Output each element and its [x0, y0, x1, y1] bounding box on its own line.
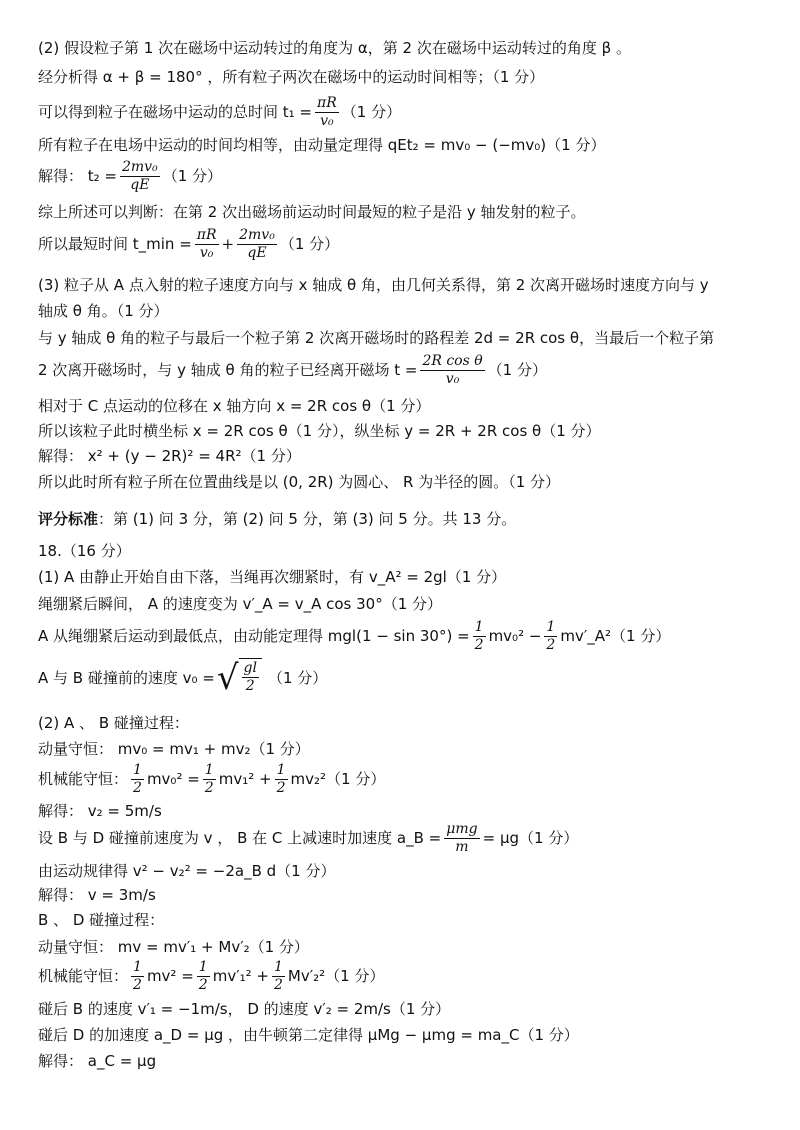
part3-line-2: 轴成 θ 角。（1 分）	[38, 302, 169, 320]
fraction: $\frac{1}{2}$	[198, 958, 208, 993]
part3-line-6: 所以该粒子此时横坐标 x = 2R cos θ（1 分），纵坐标 y = 2R + 2R cos θ（1 分）	[38, 422, 601, 440]
fraction: $\frac{1}{2}$	[204, 761, 214, 796]
square-root: √ $\frac{gl}{2}$	[217, 658, 262, 698]
part2-line-3: 可以得到粒子在磁场中运动的总时间 t₁ = $\frac{\pi R}{\text{v₀}}$ （1 分）	[38, 94, 402, 129]
q18-p2-line-8: B 、 D 碰撞过程：	[38, 911, 165, 929]
q18-header: 18.（16 分）	[38, 542, 131, 560]
q18-p2-line-1: (2) A 、 B 碰撞过程：	[38, 714, 189, 732]
part2-line-7: 所以最短时间 t_min = $\frac{\pi R}{\text{v₀}}$ + $\frac{\text{2mv₀}}{qE}$ （1 分）	[38, 226, 340, 261]
part3-line-1: (3) 粒子从 A 点入射的粒子速度方向与 x 轴成 θ 角，由几何关系得，第 2 次离开磁场时速度方向与 y	[38, 276, 709, 294]
q18-p2-line-10: 机械能守恒： $\frac{1}{2}$ mv² = $\frac{1}{2}$ mv′₁² + $\frac{1}{2}$ Mv′₂²（1 分）	[38, 958, 385, 993]
fraction: $\frac{\pi R}{\text{v₀}}$	[317, 94, 337, 129]
q18-p2-line-6: 由运动规律得 v² − v₂² = −2a_B d（1 分）	[38, 862, 336, 880]
q18-p2-line-13: 解得： a_C = μg	[38, 1052, 157, 1070]
q18-p2-line-9: 动量守恒： mv = mv′₁ + Mv′₂（1 分）	[38, 938, 309, 956]
fraction: $\frac{1}{2}$	[474, 618, 484, 653]
q18-p2-line-5: 设 B 与 D 碰撞前速度为 v ， B 在 C 上减速时加速度 a_B = $\frac{\text{μmg}}{m}$ = μg（1 分）	[38, 820, 579, 855]
q18-p1-line-4: A 与 B 碰撞前的速度 v₀ = √ $\frac{gl}{2}$ （1 分）	[38, 658, 328, 698]
fraction: $\frac{\text{μmg}}{m}$	[446, 820, 478, 855]
fraction: $\frac{1}{2}$	[273, 958, 283, 993]
fraction: $\frac{1}{2}$	[546, 618, 556, 653]
fraction: $\frac{\text{2R cos θ}}{\text{v₀}}$	[422, 352, 483, 387]
q18-p1-line-1: (1) A 由静止开始自由下落，当绳再次绷紧时，有 v_A² = 2gl（1 分）	[38, 568, 507, 586]
part2-line-1: (2) 假设粒子第 1 次在磁场中运动转过的角度为 α，第 2 次在磁场中运动转过的角度 β 。	[38, 39, 631, 57]
q18-p2-line-7: 解得： v = 3m/s	[38, 886, 156, 904]
part3-line-4: 2 次离开磁场时，与 y 轴成 θ 角的粒子已经离开磁场 t = $\frac{\text{2R cos θ}}{\text{v₀}}$ （1 分）	[38, 352, 547, 387]
q18-p2-line-2: 动量守恒： mv₀ = mv₁ + mv₂（1 分）	[38, 740, 310, 758]
fraction: $\frac{\text{2mv₀}}{qE}$	[239, 226, 275, 261]
q18-p2-line-12: 碰后 D 的加速度 a_D = μg ，由牛顿第二定律得 μMg − μmg = ma_C（1 分）	[38, 1026, 579, 1044]
fraction: $\frac{\text{2mv₀}}{qE}$	[122, 158, 158, 193]
q18-p2-line-4: 解得： v₂ = 5m/s	[38, 802, 162, 820]
part3-line-3: 与 y 轴成 θ 角的粒子与最后一个粒子第 2 次离开磁场时的路程差 2d = 2R cos θ，当最后一个粒子第	[38, 329, 715, 347]
fraction: $\frac{1}{2}$	[276, 761, 286, 796]
part2-line-5: 解得： t₂ = $\frac{\text{2mv₀}}{qE}$ （1 分）	[38, 158, 223, 193]
q18-p1-line-2: 绳绷紧后瞬间， A 的速度变为 v′_A = v_A cos 30°（1 分）	[38, 595, 443, 613]
part3-line-5: 相对于 C 点运动的位移在 x 轴方向 x = 2R cos θ（1 分）	[38, 397, 431, 415]
part2-line-6: 综上所述可以判断：在第 2 次出磁场前运动时间最短的粒子是沿 y 轴发射的粒子。	[38, 203, 586, 221]
q18-p2-line-11: 碰后 B 的速度 v′₁ = −1m/s， D 的速度 v′₂ = 2m/s（1 分）	[38, 1000, 451, 1018]
q18-p2-line-3: 机械能守恒： $\frac{1}{2}$ mv₀² = $\frac{1}{2}$ mv₁² + $\frac{1}{2}$ mv₂²（1 分）	[38, 761, 386, 796]
part3-line-8: 所以此时所有粒子所在位置曲线是以 (0, 2R) 为圆心、 R 为半径的圆。（1 分）	[38, 473, 561, 491]
fraction: $\frac{gl}{2}$	[243, 660, 257, 694]
fraction: $\frac{1}{2}$	[133, 761, 142, 796]
part2-line-2: 经分析得 α + β = 180° ，所有粒子两次在磁场中的运动时间相等；（1 分）	[38, 68, 545, 86]
fraction: $\frac{\pi R}{\text{v₀}}$	[196, 226, 217, 261]
fraction: $\frac{1}{2}$	[133, 958, 142, 993]
scoring-standard: 评分标准 ：第 (1) 问 3 分，第 (2) 问 5 分，第 (3) 问 5 分。共 13 分。	[38, 510, 517, 528]
part3-line-7: 解得： x² + (y − 2R)² = 4R²（1 分）	[38, 447, 301, 465]
part2-line-4: 所有粒子在电场中运动的时间均相等，由动量定理得 qEt₂ = mv₀ − (−mv₀)（1 分）	[38, 136, 606, 154]
q18-p1-line-3: A 从绳绷紧后运动到最低点，由动能定理得 mgl(1 − sin 30°) = $\frac{1}{2}$ mv₀² − $\frac{1}{2}$ mv′_A²（1 分）	[38, 618, 671, 653]
